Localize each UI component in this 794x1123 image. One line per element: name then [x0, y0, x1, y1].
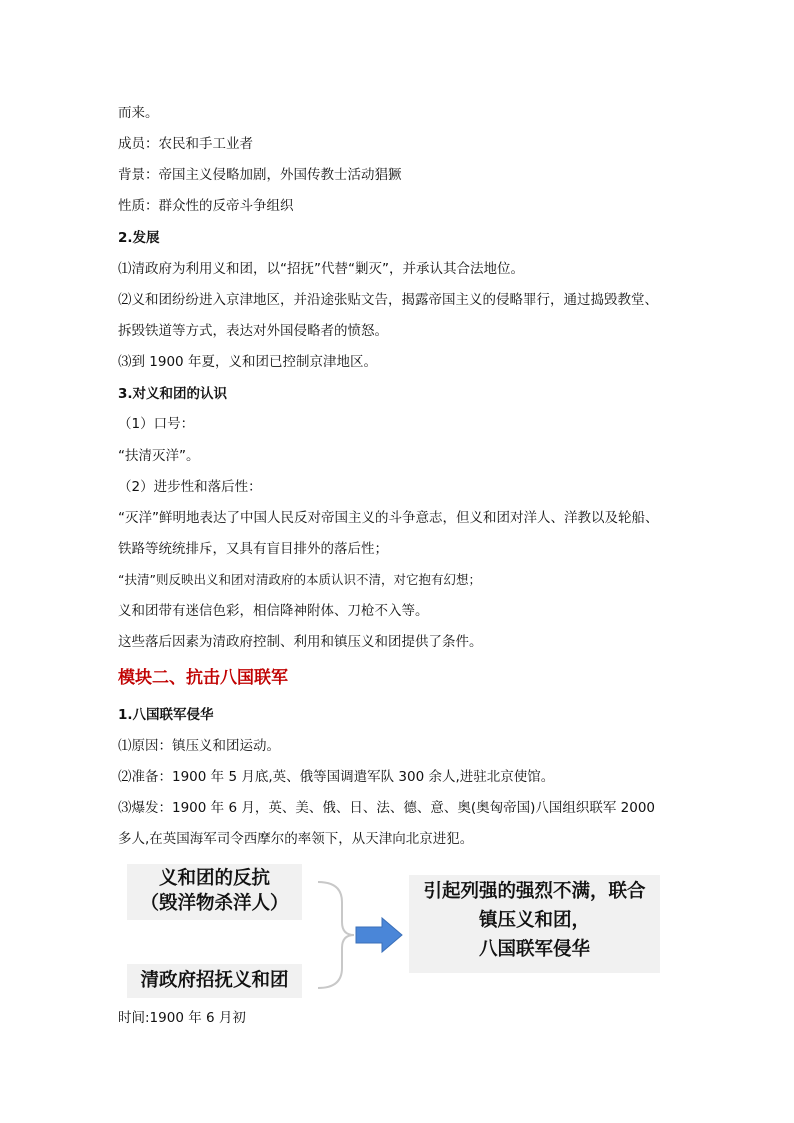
text-line: 成员：农民和手工业者	[118, 136, 253, 152]
text-line: 多人,在英国海军司令西摩尔的率领下，从天津向北京进犯。	[118, 831, 474, 847]
text-line: 铁路等统统排斥，又具有盲目排外的落后性；	[118, 541, 388, 557]
text-line: 性质：群众性的反帝斗争组织	[118, 198, 294, 214]
text-line: （2）进步性和落后性：	[118, 479, 262, 495]
cause-box-qing-appeasement	[127, 964, 302, 998]
result-line: 镇压义和团，	[478, 910, 590, 931]
text-line: ⑶到 1900 年夏，义和团已控制京津地区。	[118, 354, 377, 370]
subheading: 1.八国联军侵华	[118, 707, 214, 723]
module-heading: 模块二、抗击八国联军	[118, 668, 288, 688]
brace-icon	[318, 882, 354, 988]
result-line: 八国联军侵华	[478, 939, 590, 960]
text-line: ⑶爆发：1900 年 6 月，英、美、俄、日、法、德、意、奥(奥匈帝国)八国组织联军 2000	[118, 800, 655, 816]
subheading: 2.发展	[118, 230, 160, 246]
text-line: ⑴清政府为利用义和团，以“招抚”代替“剿灭”，并承认其合法地位。	[118, 261, 524, 277]
text-line: 义和团带有迷信色彩，相信降神附体、刀枪不入等。	[118, 603, 429, 619]
text-line: ⑴原因：镇压义和团运动。	[118, 738, 280, 754]
cause-box-title: 清政府招抚义和团	[140, 970, 289, 991]
brace-arrow-graphic	[310, 880, 410, 990]
cause-box-subtitle: （毁洋物杀洋人）	[140, 893, 289, 914]
text-line: ⑵准备：1900 年 5 月底,英、俄等国调遣军队 300 余人,进驻北京使馆。	[118, 769, 555, 785]
subheading: 3.对义和团的认识	[118, 386, 228, 402]
text-line: 背景：帝国主义侵略加剧，外国传教士活动猖獗	[118, 167, 402, 183]
cause-box-title: 义和团的反抗	[158, 868, 270, 889]
text-line: 而来。	[118, 105, 159, 121]
time-line: 时间:1900 年 6 月初	[118, 1010, 246, 1026]
text-line: “扶清灭洋”。	[118, 448, 200, 464]
text-line: 这些落后因素为清政府控制、利用和镇压义和团提供了条件。	[118, 634, 483, 650]
text-line: “灭洋”鲜明地表达了中国人民反对帝国主义的斗争意志，但义和团对洋人、洋教以及轮船、	[118, 510, 659, 526]
text-line: 拆毁铁道等方式，表达对外国侵略者的愤怒。	[118, 323, 388, 339]
result-box-eight-nation-invasion	[409, 875, 660, 973]
cause-box-boxer-resistance	[127, 864, 302, 920]
right-arrow-icon	[356, 918, 402, 952]
text-line: ⑵义和团纷纷进入京津地区，并沿途张贴文告，揭露帝国主义的侵略罪行，通过捣毁教堂、	[118, 292, 658, 308]
result-line: 引起列强的强烈不满，联合	[423, 881, 646, 902]
text-line: （1）口号：	[118, 416, 195, 432]
text-line: “扶清”则反映出义和团对清政府的本质认识不清，对它抱有幻想；	[118, 572, 481, 587]
